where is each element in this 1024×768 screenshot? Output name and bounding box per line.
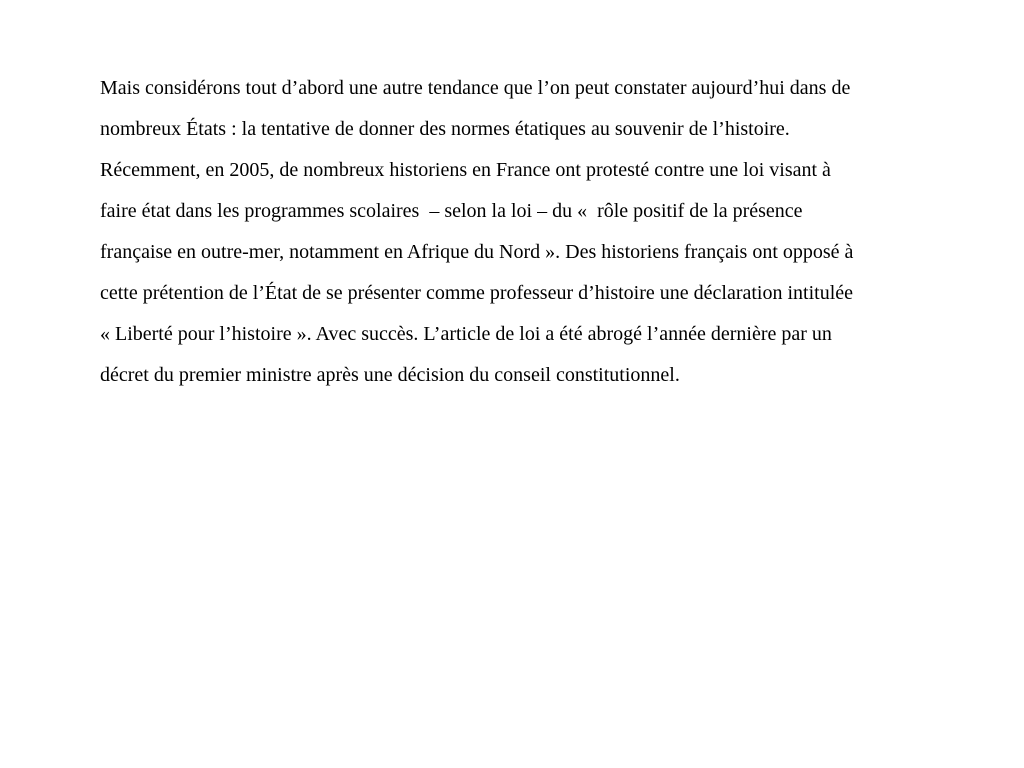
paragraph-line: Mais considérons tout d’abord une autre tendance que l’on peut constater aujourd’hui dans de [100,77,851,99]
paragraph-line: française en outre-mer, notamment en Afrique du Nord ». Des historiens français ont opposé à [100,241,854,263]
paragraph-line: Récemment, en 2005, de nombreux historiens en France ont protesté contre une loi visant à [100,159,831,181]
paragraph-line: nombreux États : la tentative de donner des normes étatiques au souvenir de l’histoire. [100,118,790,140]
paragraph-line: décret du premier ministre après une décision du conseil constitutionnel. [100,364,680,386]
paragraph-line: cette prétention de l’État de se présenter comme professeur d’histoire une déclaration intitulée [100,282,854,304]
paragraph-line: faire état dans les programmes scolaires – selon la loi – du « rôle positif de la présence [100,200,803,222]
paragraph-line: « Liberté pour l’histoire ». Avec succès. L’article de loi a été abrogé l’année dernière par un [100,323,832,345]
body-paragraph [100,68,980,396]
